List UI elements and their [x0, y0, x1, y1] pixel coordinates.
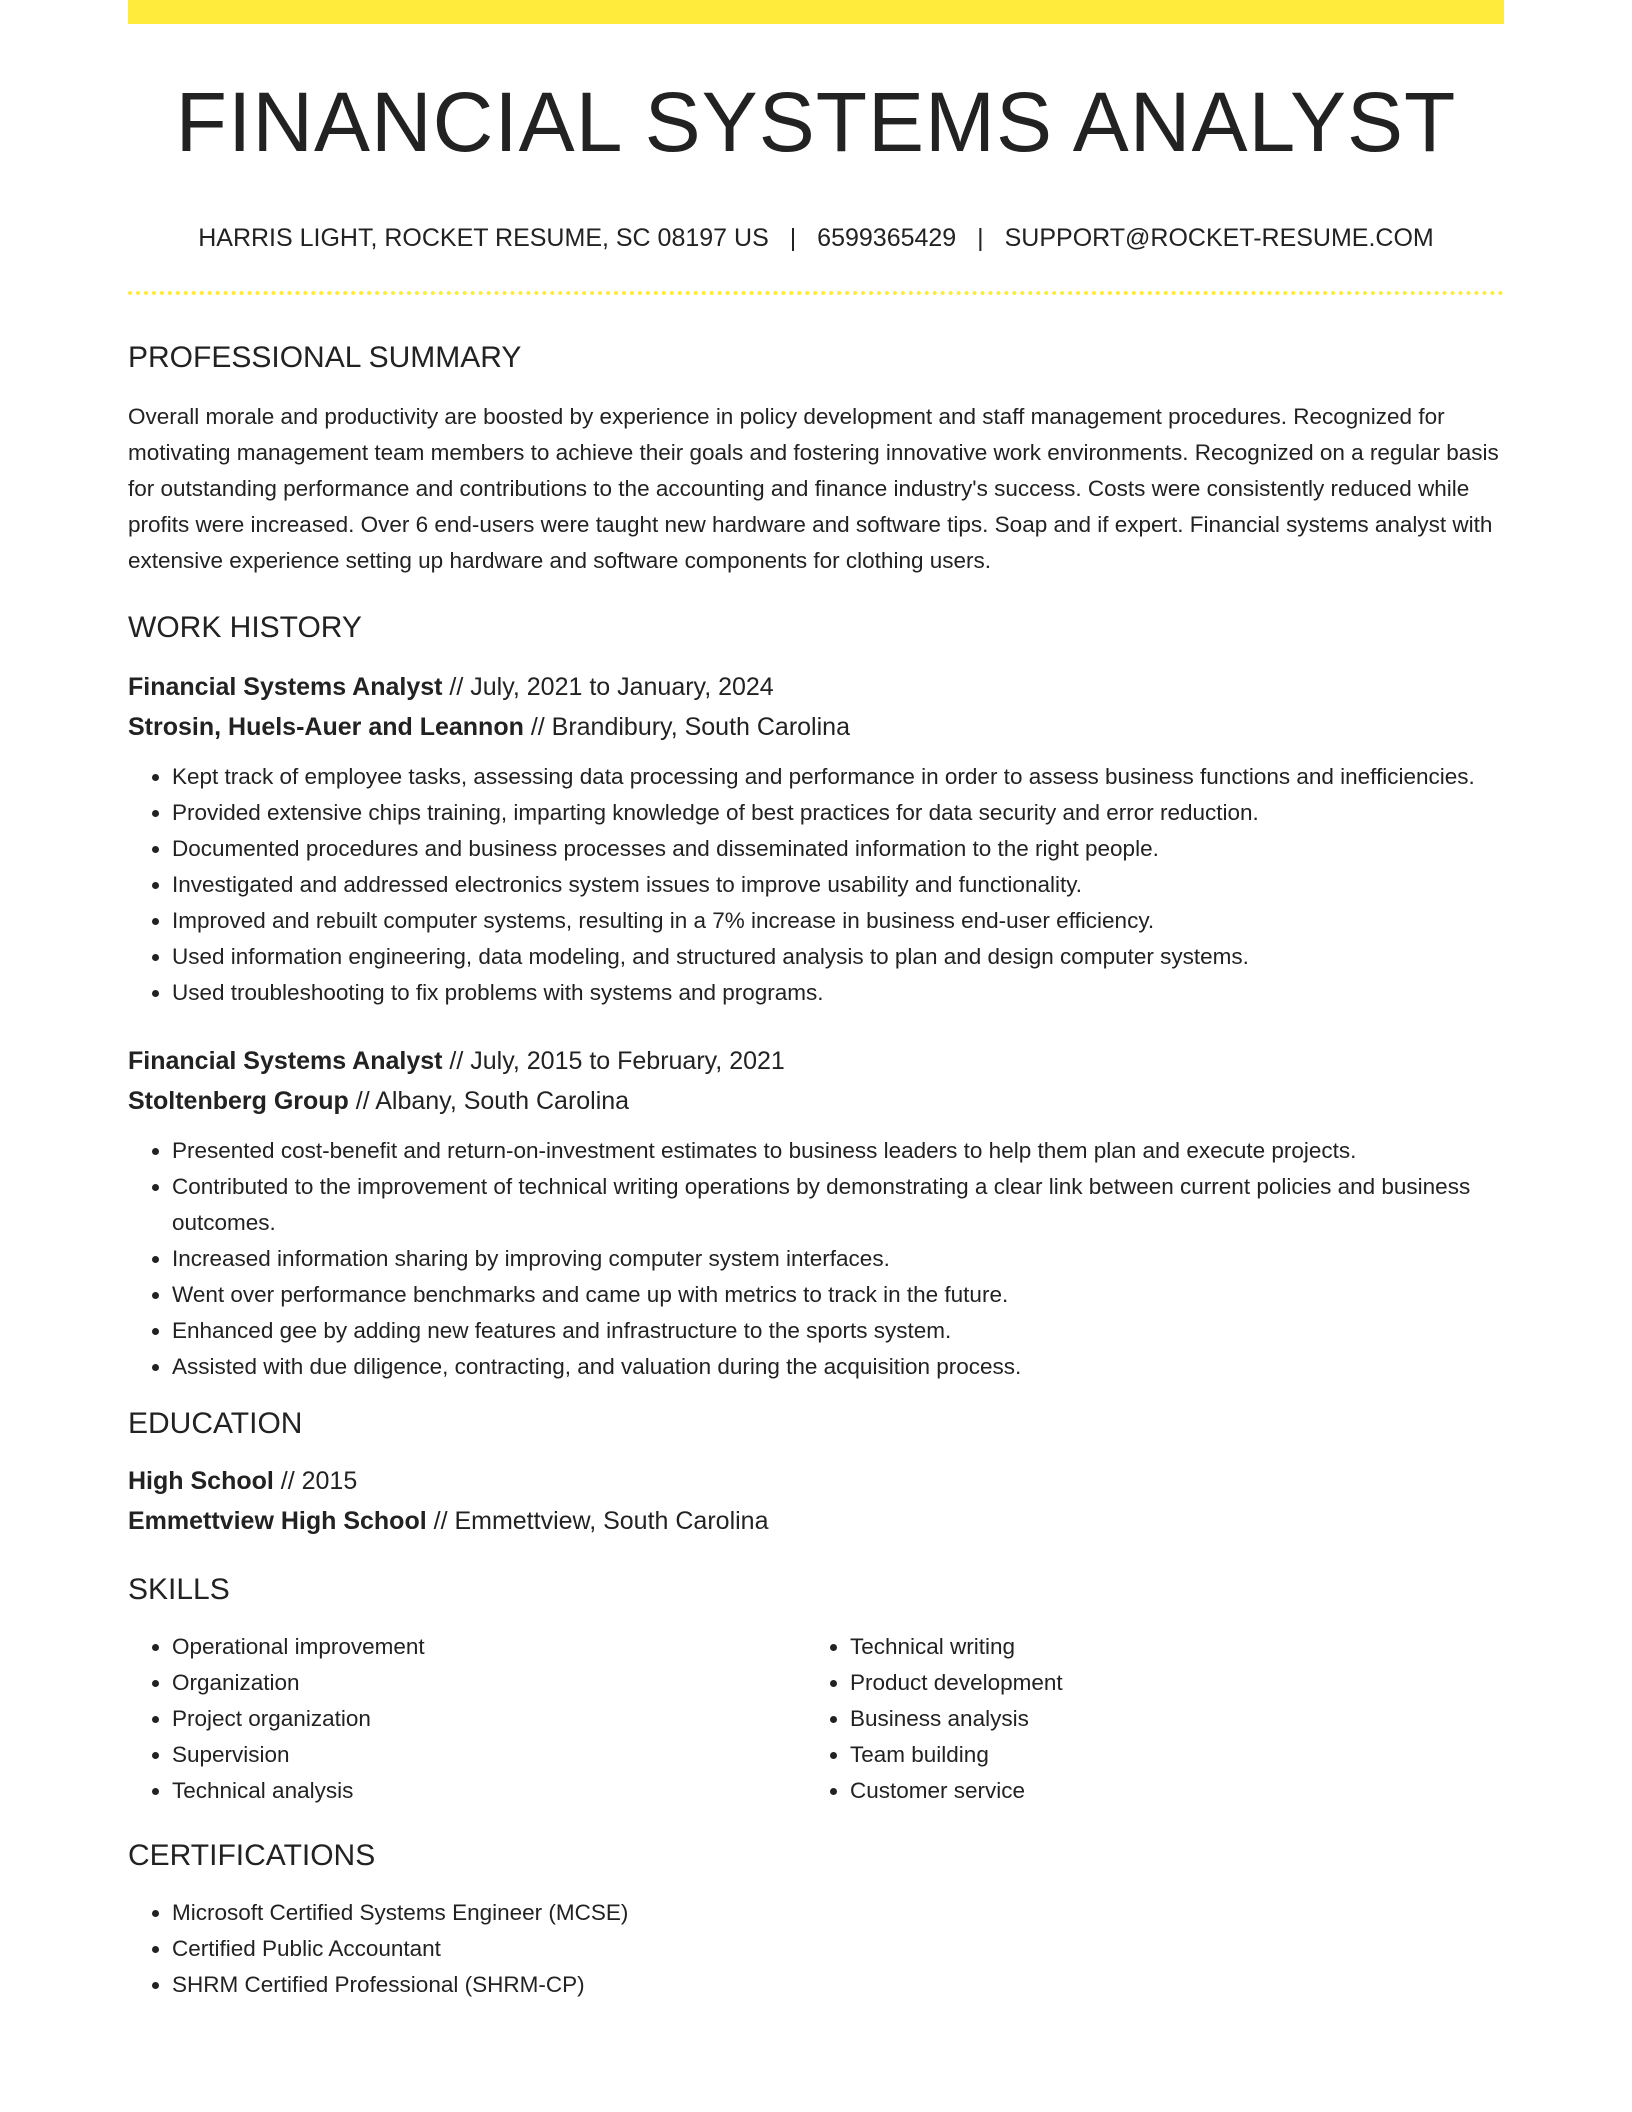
- education-entry: [128, 1461, 1504, 1541]
- resume-page: [128, 0, 1504, 2003]
- job-position-line: [128, 667, 1504, 707]
- education-year: // 2015: [273, 1467, 358, 1495]
- list-item: • Technical writing: [850, 1629, 1504, 1665]
- certifications-list: [128, 1895, 1504, 2003]
- contact-separator: |: [789, 224, 797, 252]
- list-item: • Project organization: [172, 1701, 806, 1737]
- education-degree-line: [128, 1461, 1504, 1501]
- job-position-line: [128, 1041, 1504, 1081]
- education-location: // Emmettview, South Carolina: [426, 1507, 769, 1535]
- list-item: • Investigated and addressed electronics system issues to improve usability and functionality.: [172, 867, 1504, 903]
- job-company: Stoltenberg Group: [128, 1087, 349, 1115]
- skills-grid: [128, 1629, 1504, 1809]
- list-item: • Product development: [850, 1665, 1504, 1701]
- section-title-work-history: WORK HISTORY: [128, 611, 362, 644]
- list-item: • Technical analysis: [172, 1773, 806, 1809]
- contact-email: SUPPORT@ROCKET-RESUME.COM: [1004, 224, 1434, 252]
- certifications-section: [128, 1841, 1504, 2003]
- skills-list-right: [806, 1629, 1504, 1809]
- job-dates: // July, 2015 to February, 2021: [442, 1047, 785, 1075]
- job-company: Strosin, Huels-Auer and Leannon: [128, 713, 524, 741]
- accent-top-bar: [128, 0, 1504, 24]
- job-dates: // July, 2021 to January, 2024: [442, 673, 774, 701]
- list-item: • Enhanced gee by adding new features and infrastructure to the sports system.: [172, 1313, 1504, 1349]
- job-entry: [128, 1041, 1504, 1385]
- list-item: • Team building: [850, 1737, 1504, 1773]
- list-item: • Increased information sharing by improving computer system interfaces.: [172, 1241, 1504, 1277]
- contact-address: HARRIS LIGHT, ROCKET RESUME, SC 08197 US: [198, 224, 769, 252]
- job-company-line: [128, 707, 1504, 747]
- education-section: [128, 1409, 1504, 1541]
- list-item: • Microsoft Certified Systems Engineer (MCSE): [172, 1895, 1504, 1931]
- contact-separator: |: [977, 224, 984, 252]
- education-degree: High School: [128, 1467, 274, 1495]
- dotted-divider: [128, 291, 1504, 295]
- list-item: • Assisted with due diligence, contracting, and valuation during the acquisition process.: [172, 1349, 1504, 1385]
- summary-section: [128, 343, 1504, 579]
- list-item: • Customer service: [850, 1773, 1504, 1809]
- list-item: • Business analysis: [850, 1701, 1504, 1737]
- list-item: • Used troubleshooting to fix problems with systems and programs.: [172, 975, 1504, 1011]
- job-bullet-list: [128, 1133, 1504, 1385]
- contact-phone: 6599365429: [817, 224, 957, 252]
- list-item: • SHRM Certified Professional (SHRM-CP): [172, 1967, 1504, 2003]
- contact-line: [128, 226, 1504, 251]
- list-item: • Documented procedures and business processes and disseminated information to the right people.: [172, 831, 1504, 867]
- section-title-education: EDUCATION: [128, 1407, 303, 1440]
- education-school-line: [128, 1501, 1504, 1541]
- list-item: • Operational improvement: [172, 1629, 806, 1665]
- list-item: • Certified Public Accountant: [172, 1931, 1504, 1967]
- section-title-skills: SKILLS: [128, 1573, 230, 1606]
- list-item: • Provided extensive chips training, imparting knowledge of best practices for data security and error reduction.: [172, 795, 1504, 831]
- list-item: • Presented cost-benefit and return-on-investment estimates to business leaders to help them plan and execute projects.: [172, 1133, 1504, 1169]
- list-item: • Organization: [172, 1665, 806, 1701]
- section-title-summary: PROFESSIONAL SUMMARY: [128, 341, 522, 374]
- job-position: Financial Systems Analyst: [128, 673, 443, 701]
- job-position: Financial Systems Analyst: [128, 1047, 443, 1075]
- list-item: • Improved and rebuilt computer systems, resulting in a 7% increase in business end-user efficiency.: [172, 903, 1504, 939]
- list-item: • Supervision: [172, 1737, 806, 1773]
- job-location: // Brandibury, South Carolina: [523, 713, 850, 741]
- list-item: • Used information engineering, data modeling, and structured analysis to plan and design computer systems.: [172, 939, 1504, 975]
- list-item: • Kept track of employee tasks, assessing data processing and performance in order to assess business functions and inefficiencies.: [172, 759, 1504, 795]
- skills-list-left: [128, 1629, 806, 1809]
- job-bullet-list: [128, 759, 1504, 1011]
- list-item: • Went over performance benchmarks and came up with metrics to track in the future.: [172, 1277, 1504, 1313]
- list-item: • Contributed to the improvement of technical writing operations by demonstrating a clear link between current policies and business outcomes.: [172, 1169, 1504, 1241]
- job-location: // Albany, South Carolina: [348, 1087, 630, 1115]
- job-company-line: [128, 1081, 1504, 1121]
- education-school: Emmettview High School: [128, 1507, 427, 1535]
- job-entry: [128, 667, 1504, 1011]
- summary-text: Overall morale and productivity are boosted by experience in policy development and staff management procedures. Recognized for motivating management team members to achieve their goals and fostering innovative work environments. Recognized on a regular basis for outstanding performance and contributions to the accounting and finance industry's success. Costs were consistently reduced while profits were increased. Over 6 end-users were taught new hardware and software tips. Soap and if expert. Financial systems analyst with extensive experience setting up hardware and software components for clothing users.: [128, 404, 1499, 573]
- resume-title: FINANCIAL SYSTEMS ANALYST: [175, 75, 1457, 169]
- section-title-certifications: CERTIFICATIONS: [128, 1839, 376, 1872]
- work-history-section: [128, 613, 1504, 1385]
- skills-section: [128, 1575, 1504, 1809]
